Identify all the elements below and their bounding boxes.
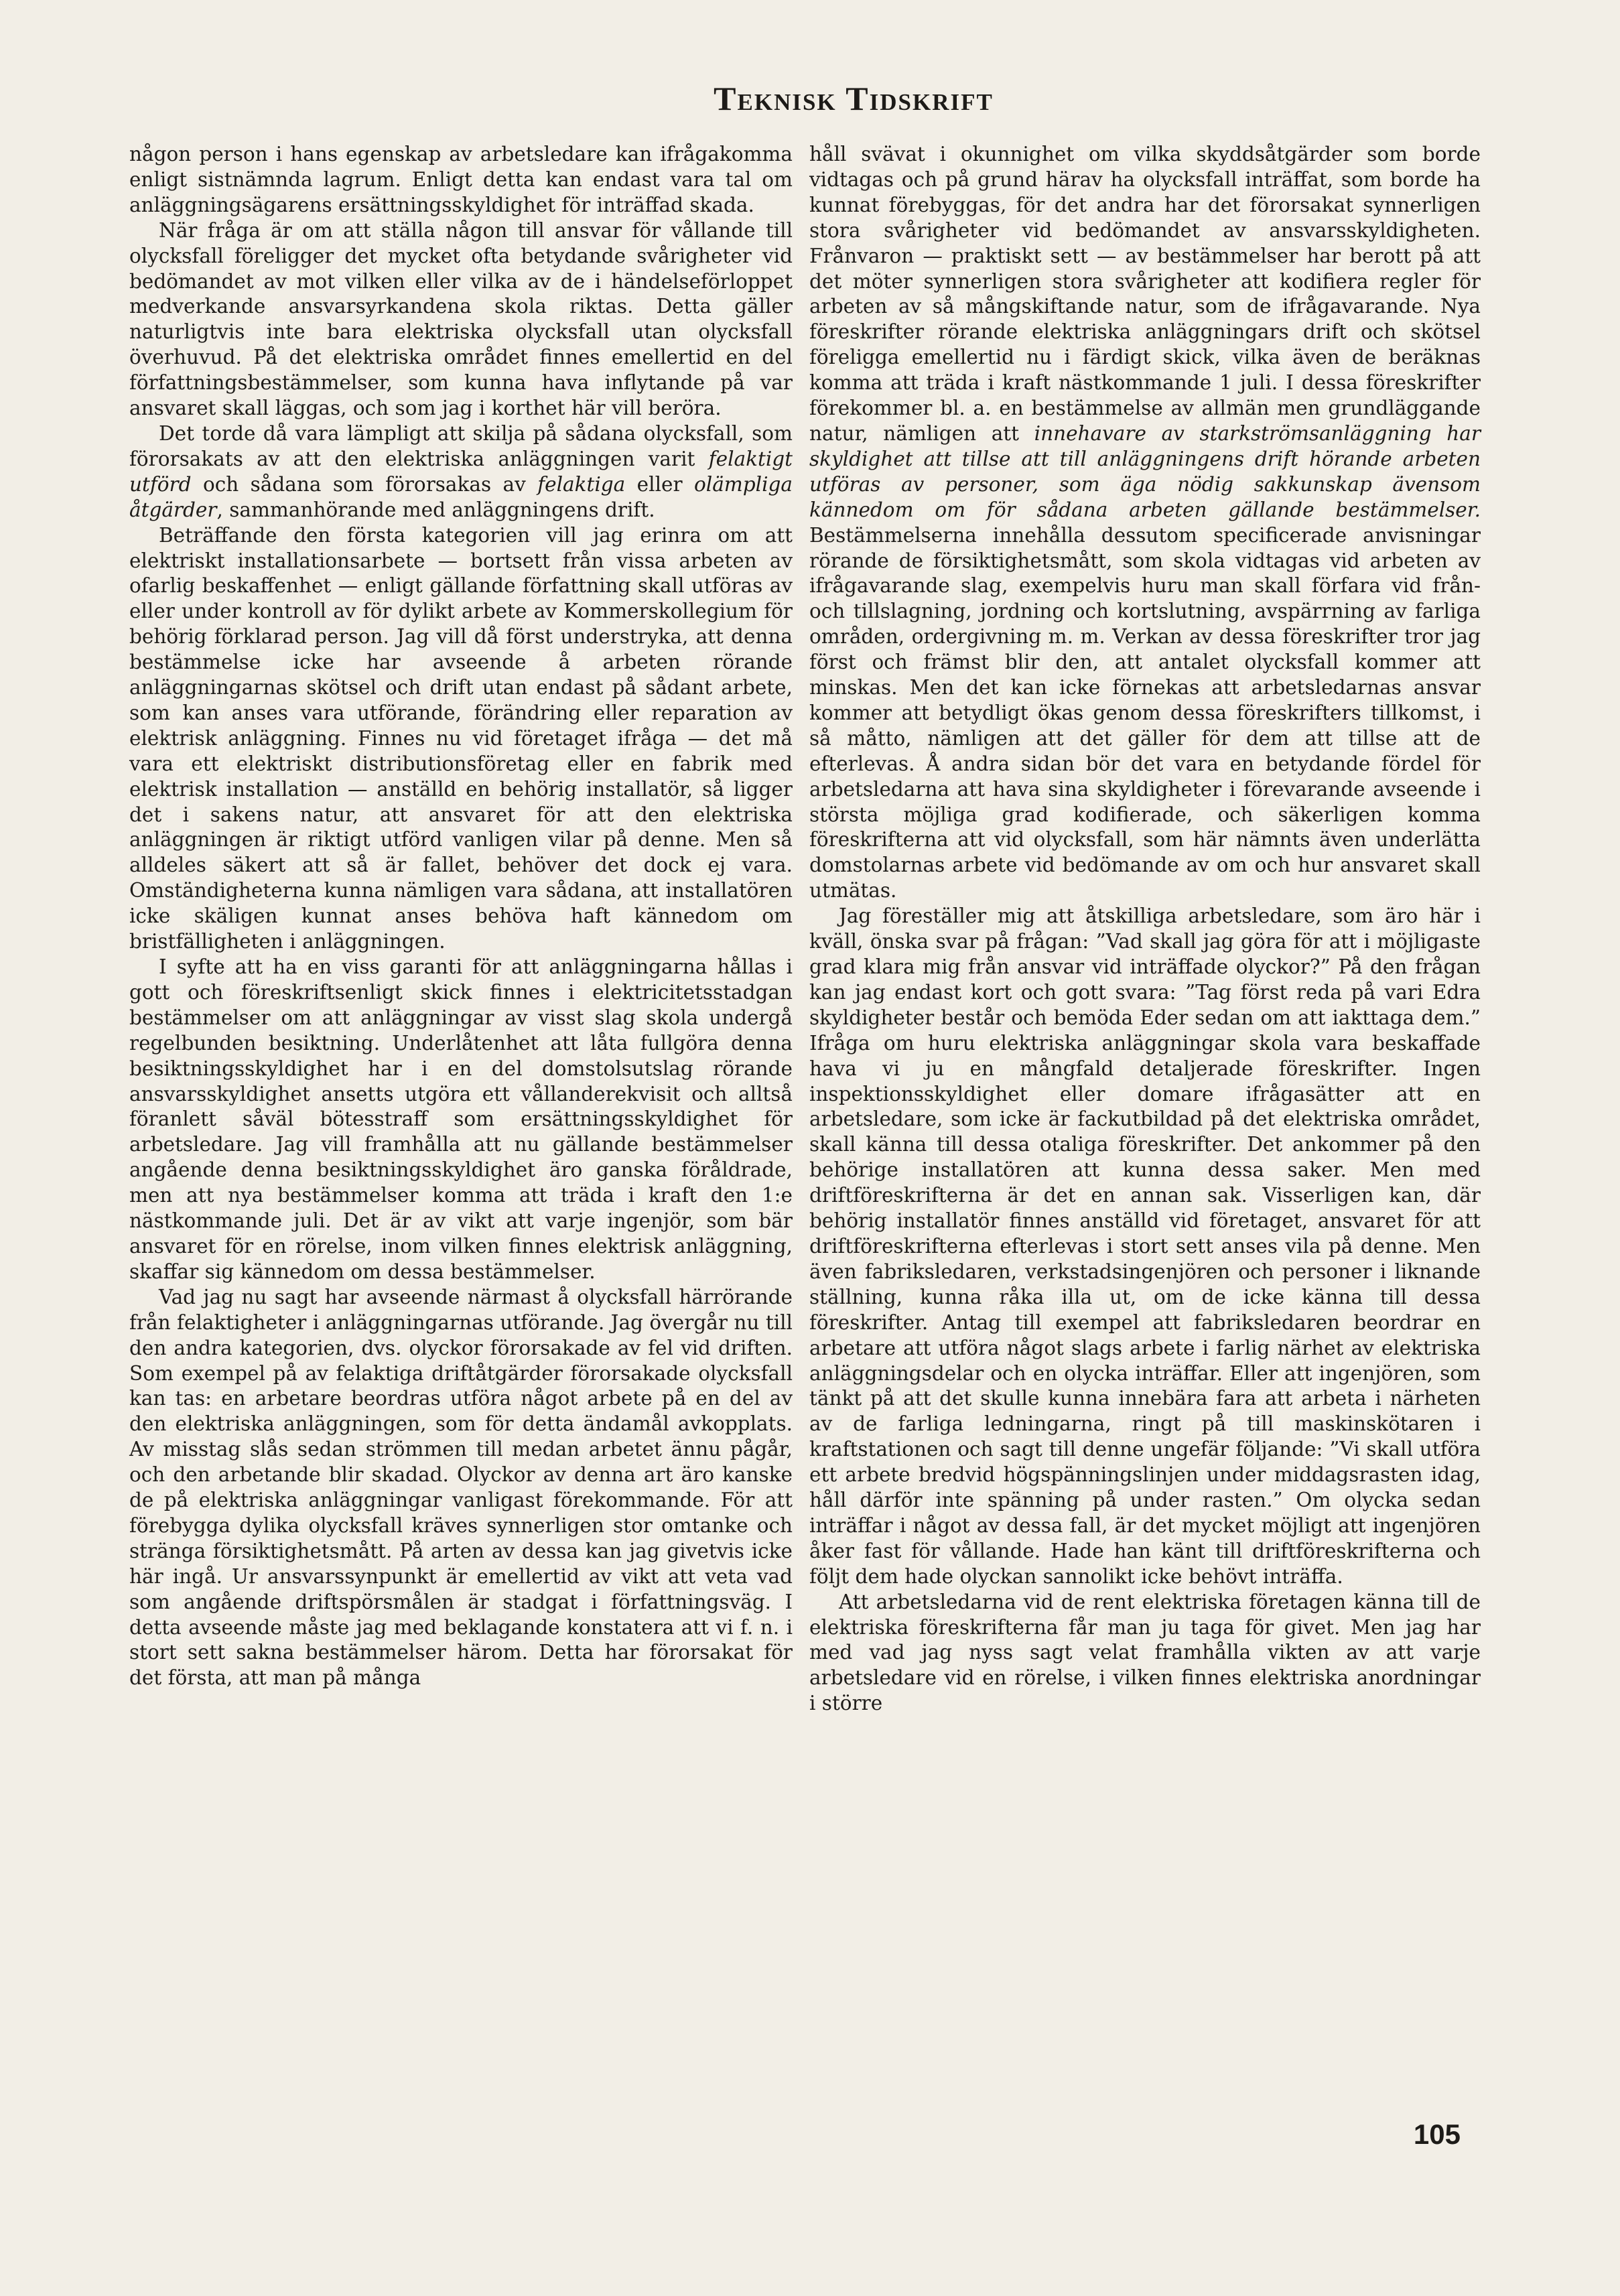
paragraph: Jag föreställer mig att åtskilliga arbetsledare, som äro här i kväll, önska svar på frågan: ”Vad skall jag göra för att i möjligaste grad klara mig från ansvar vid inträffade olyckor?” På den frågan kan jag endast kort och gott svara: ”Tag först reda på vari Edra skyldigheter består och bemöda Eder sedan om att iakttaga dem.” Ifråga om huru elektriska anläggningar skola vara beskaffade hava vi ju en mångfald detaljerade föreskrifter. Ingen inspektionsskyldighet eller domare ifrågasätter att en arbetsledare, som icke är fackutbildad på det elektriska området, skall känna till dessa otaliga föreskrifter. Det ankommer på den behörige installatören att kunna dessa saker. Men med driftföreskrifterna är det en annan sak. Visserligen kan, där behörig installatör finnes anställd vid företaget, ansvaret för att driftföreskrifterna efterlevas i stort sett anses vila på denne. Men även fabriksledaren, verkstadsingenjören och personer i liknande ställning, kunna råka illa ut, om de icke känna till dessa föreskrifter. Antag till exempel att fabriksledaren beordrar en arbetare att utföra något slags arbete i farlig närhet av elektriska anläggningsdelar och en olycka inträffar. Eller att ingenjören, som tänkt på att det skulle kunna innebära fara att arbeta i närheten av de farliga ledningarna, ringt på till maskinskötaren i kraftstationen och sagt till denne ungefär följande: ”Vi skall utföra ett arbete bredvid högspänningslinjen under middagsrasten idag, håll därför inte spänning på under rasten.” Om olycka sedan inträffar i något av dessa fall, är det mycket möjligt att ingenjören åker fast för vållande. Hade han känt till driftföreskrifterna och följt dem hade olyckan sannolikt icke behövt inträffa.	[809, 904, 1481, 1588]
journal-title: Teknisk Tidskrift	[714, 80, 994, 117]
paragraph: Beträffande den första kategorien vill jag erinra om att elektriskt installationsarbete — bortsett från vissa arbeten av ofarlig beskaffenhet — enligt gällande författning skall utföras av eller under kontroll av för dylikt arbete av Kommerskollegium för behörig förklarad person. Jag vill då först understryka, att denna bestämmelse icke har avseende å arbeten rörande anläggningarnas skötsel och drift utan endast på sådant arbete, som kan anses vara utförande, förändring eller reparation av elektrisk anläggning. Finnes nu vid företaget ifråga — det må vara ett elektriskt distributionsföretag eller en fabrik med elektrisk installation — anställd en behörig installatör, så ligger det i sakens natur, att ansvaret för att den elektriska anläggningen är riktigt utförd vanligen vilar på denne. Men så alldeles säkert att så är fallet, behöver det dock ej vara. Omständigheterna kunna nämligen vara sådana, att installatören icke skäligen kunnat anses behöva haft kännedom om bristfälligheten i anläggningen.	[129, 523, 793, 953]
running-header	[0, 79, 1620, 130]
paragraph: I syfte att ha en viss garanti för att anläggningarna hållas i gott och föreskriftsenligt skick finnes i elektricitetsstadgan bestämmelser om att anläggningar av visst slag skola undergå regelbunden besiktning. Underlåtenhet att låta fullgöra denna besiktningsskyldighet har i en del domstolsutslag rörande ansvarsskyldighet ansetts utgöra ett vållanderekvisit och alltså föranlett såväl bötesstraff som ersättningsskyldighet för arbetsledare. Jag vill framhålla att nu gällande bestämmelser angående denna besiktningsskyldighet äro ganska föråldrade, men att nya bestämmelser komma att träda i kraft den 1:e nästkommande juli. Det är av vikt att varje ingenjör, som bär ansvaret för en rörelse, inom vilken finnes elektrisk anläggning, skaffar sig kännedom om dessa bestämmelser.	[129, 955, 793, 1283]
left-column	[129, 142, 793, 1691]
right-column	[809, 142, 1481, 1716]
italic-phrase: felaktiga	[537, 472, 626, 496]
page-number: 105	[1413, 2118, 1461, 2150]
paragraph: När fråga är om att ställa någon till ansvar för vållande till olycksfall föreligger det mycket ofta betydande svårigheter vid bedömandet av mot vilken eller vilka av de i händelseförloppet medverkande ansvarsyrkandena skola riktas. Detta gäller naturligtvis inte bara elektriska olycksfall utan olycksfall överhuvud. På det elektriska området finnes emellertid en del författningsbestämmelser, som kunna hava inflytande på var ansvaret skall läggas, och som jag i korthet här vill beröra.	[129, 218, 793, 420]
text-run: eller	[625, 472, 694, 496]
paragraph: Att arbetsledarna vid de rent elektriska företagen känna till de elektriska föreskrifterna får man ju taga för givet. Men jag har med vad jag nyss sagt velat framhålla vikten av att varje arbetsledare vid en rörelse, i vilken finnes elektriska anordningar i större	[809, 1590, 1481, 1715]
paragraph: Vad jag nu sagt har avseende närmast å olycksfall härrörande från felaktigheter i anläggningarnas utförande. Jag övergår nu till den andra kategorien, dvs. olyckor förorsakade av fel vid driften. Som exempel på av felaktiga driftåtgärder förorsakade olycksfall kan tas: en arbetare beordras utföra något arbete på en del av den elektriska anläggningen, som för detta ändamål avkopplats. Av misstag slås sedan strömmen till medan arbetet ännu pågår, och den arbetande blir skadad. Olyckor av denna art äro kanske de på elektriska anläggningar vanligast förekommande. För att förebygga dylika olycksfall kräves synnerligen stor omtanke och stränga försiktighetsmått. På arten av dessa kan jag givetvis icke här ingå. Ur ansvarssynpunkt är emellertid av vikt att veta vad som angående driftspörsmålen är stadgat i författningsväg. I detta avseende måste jag med beklagande konstatera att vi f. n. i stort sett sakna bestämmelser härom. Detta har förorsakat för det första, att man på många	[129, 1285, 793, 1690]
text-run: Bestämmelserna innehålla dessutom specificerade anvisningar rörande de försiktighetsmått, som skola vidtagas vid arbeten av ifrågavarande slag, exempelvis huru man skall förfara vid från- och tillslagning, jordning och kortslutning, avspärrning av farliga områden, ordergivning m. m. Verkan av dessa föreskrifter tror jag först och främst blir den, att antalet olycksfall kommer att minskas. Men det kan icke förnekas att arbetsledarnas ansvar kommer att betydligt ökas genom dessa föreskrifters tillkomst, i så måtto, nämligen att det gäller för dem att tillse att de efterlevas. Å andra sidan bör det vara en betydande fördel för arbetsledarna att hava sina skyldigheter i förevarande avseende i största möjliga grad kodifierade, och säkerligen komma föreskrifterna att vid olycksfall, som här nämnts även underlätta domstolarnas arbete vid bedömande av om och hur ansvaret skall utmätas.	[809, 523, 1481, 902]
paragraph: någon person i hans egenskap av arbetsledare kan ifrågakomma enligt sistnämnda lagrum. Enligt detta kan endast vara tal om anläggningsägarens ersättningsskyldighet för inträffad skada.	[129, 143, 793, 216]
italic-phrase: felaktigt utförd	[129, 447, 793, 496]
italic-phrase: olämpliga åtgärder	[129, 472, 793, 521]
paragraph	[129, 421, 793, 523]
italic-phrase: innehavare av starkströmsanläggning har skyldighet att tillse att till anläggningens drift hörande arbeten utföras av personer, som äga nödig sakkunskap ävensom kännedom om för sådana arbeten gällande bestämmelser.	[809, 421, 1481, 521]
text-run: Det torde då vara lämpligt att skilja på sådana olycksfall, som förorsakats av att den elektriska anläggningen varit	[129, 421, 793, 470]
text-run: och sådana som förorsakas av	[191, 472, 538, 496]
paragraph	[809, 142, 1481, 904]
text-run: håll svävat i okunnighet om vilka skyddsåtgärder som borde vidtagas och på grund härav ha olycksfall inträffat, som borde ha kunnat förebyggas, för det andra har det förorsakat synnerligen stora svårigheter vid bedömandet av ansvarsskyldigheten. Frånvaron — praktiskt sett — av bestämmelser har berott på att det möter synnerligen stora svårigheter att kodifiera regler för arbeten av så mångskiftande natur, som de ifrågavarande. Nya föreskrifter rörande elektriska anläggningars drift och skötsel föreligga emellertid nu i färdigt skick, vilka även de beräknas komma att träda i kraft nästkommande 1 juli. I dessa föreskrifter förekommer bl. a. en bestämmelse av allmän men grundläggande natur, nämligen att	[809, 143, 1481, 445]
text-run: , sammanhörande med anläggningens drift.	[216, 498, 655, 521]
